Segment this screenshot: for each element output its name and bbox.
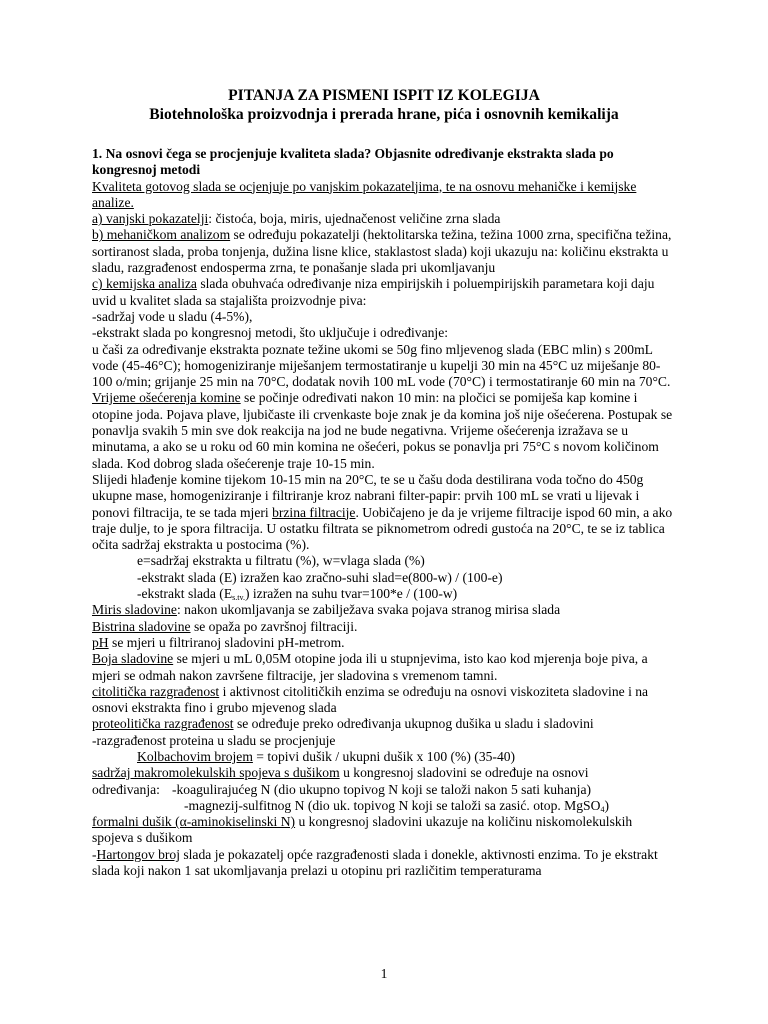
cytolytic-text: i aktivnost citolitičkih enzima se određuju na osnovi viskoziteta sladovine i na osnovi ekstrakta fino i grubo mjevenog slada [92,683,649,716]
label-b: b) mehaničkom analizom [92,227,231,243]
macro-line-3 [92,798,676,814]
cytolytic-label: citolitička razgrađenost [92,683,220,699]
proteolytic-line [92,716,676,732]
clarity-label: Bistrina sladovine [92,618,191,634]
cooling-paragraph [92,472,676,553]
ph-label: pH [92,634,109,650]
document-subtitle: Biotehnološka proizvodnja i prerada hrane, pića i osnovnih kemikalija [149,106,619,123]
formal-label: formalni dušik (α-aminokiselinski N) [92,814,296,830]
kolbach-label: Kolbachovim brojem [137,748,253,764]
cooling-text: Slijedi hlađenje komine tijekom 10-15 min na 20°C, te se u čašu doda destilirana voda točno do 450g ukupne mase, homogeniziranje i filtriranje kroz nabrani filter-papir: prvih 100 mL se vrati u lijevak i ponovi filtracija, te se tada mjeri [92,471,644,520]
proteolytic-sub: -razgrađenost proteina u sladu se procjenjuje [92,732,336,748]
intro-paragraph [92,179,676,212]
macro-line-3-sub: 4 [600,804,605,814]
ph-text: se mjeri u filtriranoj sladovini pH-metrom. [108,634,345,650]
color-text: se mjeri u mL 0,05M otopine joda ili u stupnjevima, isto kao kod mjerenja boje piva, a mjeri se odmah nakon završene filtracije, jer sladovina s vremenom tamni. [92,651,648,683]
macro-label: sadržaj makromolekulskih spojeva s dušikom [92,765,340,781]
macro-line-2 [92,782,676,798]
hartong-text: slada je pokazatelj opće razgrađenosti slada i donekle, aktivnosti enzima. To je ekstrakt slada koji nakon 1 sat ukomljavanja prelazi u otopinu pri različitim temperaturama [92,846,658,879]
macro-line-3-pre: -magnezij-sulfitnog N (dio uk. topivog N koji se taloži sa zasić. otop. MgSO [184,797,601,813]
formal-paragraph [92,814,676,847]
formula-3-pre: -ekstrakt slada (E [137,586,233,602]
aroma-text: : nakon ukomljavanja se zabilježava svaka pojava stranog mirisa slada [176,602,561,618]
formal-text: u kongresnoj sladovini ukazuje na količinu niskomolekulskih spojeva s dušikom [92,814,633,846]
macro-line-3-post: ) [604,797,609,813]
question-heading: 1. Na osnovi čega se procjenjuje kvaliteta slada? Objasnite određivanje ekstrakta slada po kongresnoj metodi [92,146,614,178]
proteolytic-label: proteolitička razgrađenost [92,716,234,732]
label-c: c) kemijska analiza [92,276,197,292]
intro-text: Kvaliteta gotovog slada se ocjenjuje po vanjskim pokazateljima, te na osnovu mehaničke i kemijske analize. [92,178,637,210]
kolbach-text: = topivi dušik / ukupni dušik x 100 (%) (35-40) [252,748,516,764]
item-extract: -ekstrakt slada po kongresnoj metodi, što uključuje i određivanje: [92,325,448,341]
paragraph-c [92,276,676,309]
clarity-line [92,619,676,635]
method-text: u čaši za određivanje ekstrakta poznate težine ukomi se 50g fino mljevenog slada (EBC mlin) s 200mL vode (45-46°C); homogeniziranje miješanjem termostatiranje u kupelji 30 min na 45°C uz miješanje 80-100 o/min; grijanje 25 min na 70°C, dodatak novih 100 mL vode (70°C) i termostatiranje 60 min na 70°C. [92,341,671,390]
hartong-dash: - [92,846,97,862]
saccharification-label: Vrijeme ošećerenja komine [92,390,241,406]
text-c: slada obuhvaća određivanje niza empirijskih i poluempirijskih parametara koji daju uvid u kvalitet slada sa stajališta proizvodnje piva: [92,276,655,308]
formula-3-post: ) izražen na suhu tvar=100*e / (100-w) [244,586,458,602]
text-b: se određuju pokazatelji (hektolitarska težina, težina 1000 zrna, specifična težina, sortiranost slada, proba tonjenja, dužina lisne klice, staklastost slada) koji ukazuju na: količinu ekstrakta u sladu, razgrađenost endosperma zrna, te ponašanje slada pri ukomljavanju [92,227,672,276]
color-paragraph [92,651,676,684]
formula-2: -ekstrakt slada (E) izražen kao zračno-suhi slad=e(800-w) / (100-e) [137,569,503,585]
macro-line-2-item: -koagulirajućeg N (dio ukupno topivog N koji se taloži nakon 5 sati kuhanja) [171,781,592,797]
filtration-label: brzina filtracije [272,504,356,520]
text-a: : čistoća, boja, miris, ujednačenost veličine zrna slada [208,211,501,227]
ph-line [92,635,676,651]
aroma-line [92,602,676,618]
saccharification-text: se počinje određivati nakon 10 min: na pločici se pomiješa kap komine i otopine joda. Pojava plave, ljubičaste ili crvenkaste boje znak je da komina još nije ošećerena. Postupak se ponavlja svakih 5 min sve dok reakcija na jod ne bude negativna. Vrijeme ošećerenja izražava se u minutama, a ako se u roku od 60 min komina ne ošećeri, pokus se ponavlja pri 75°C s novom količinom slada. Kod dobrog slada ošećerenje traje 10-15 min. [92,390,673,471]
paragraph-a [92,211,676,227]
macro-line-2-pre: određivanja: [92,781,160,797]
cytolytic-paragraph [92,684,676,717]
label-a: a) vanjski pokazatelji [92,211,209,227]
filtration-text: . Uobičajeno je da je vrijeme filtracije ispod 60 min, a ako traje dulje, to je spora filtracija. U ostatku filtrata se piknometrom odredi gustoća na 20°C, te se iz tablica očita sadržaj ekstrakta u postocima (%). [92,504,673,553]
macro-text: u kongresnoj sladovini se određuje na osnovi [339,765,589,781]
hartong-label: Hartongov broj [96,846,180,862]
paragraph-b [92,227,676,276]
clarity-text: se opaža po završnoj filtraciji. [190,618,358,634]
formula-3-sub: s.tv. [232,593,245,603]
method-paragraph [92,342,676,472]
document-title: PITANJA ZA PISMENI ISPIT IZ KOLEGIJA [228,87,540,104]
page-number: 1 [380,966,388,981]
formula-1: e=sadržaj ekstrakta u filtratu (%), w=vlaga slada (%) [137,553,425,569]
formula-3 [92,586,676,602]
color-label: Boja sladovine [92,651,174,667]
macro-line [92,765,676,781]
kolbach-line [92,749,676,765]
aroma-label: Miris sladovine [92,602,177,618]
item-water: -sadržaj vode u sladu (4-5%), [92,308,253,324]
hartong-paragraph [92,847,676,880]
proteolytic-text: se određuje preko određivanja ukupnog dušika u sladu i sladovini [233,716,594,732]
